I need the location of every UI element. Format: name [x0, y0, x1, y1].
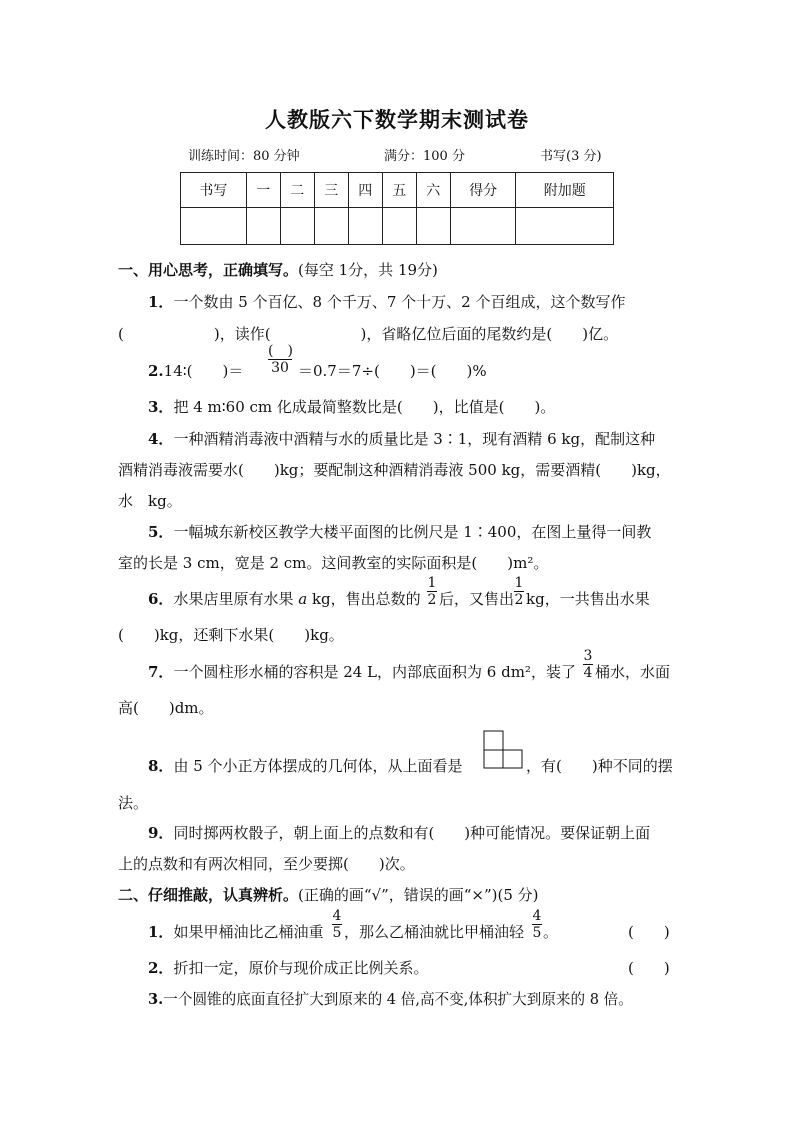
page-title: 人教版六下数学期末测试卷 — [265, 107, 529, 132]
fraction-numerator: ( ) — [268, 343, 293, 359]
question-9-line2: 上的点数和有两次相同，至少要掷( )次。 — [118, 855, 415, 873]
section1-heading: 一、用心思考，正确填写。 — [118, 261, 299, 279]
section2-heading-line — [118, 884, 539, 905]
fraction-four-fifths — [532, 909, 542, 940]
s2-question-1-part-a — [148, 921, 323, 942]
question-3 — [148, 396, 555, 417]
question-number: 5． — [148, 523, 174, 541]
fraction-numerator: 4 — [332, 908, 342, 924]
question-6-line2: ( )kg，还剩下水果( )kg。 — [118, 626, 344, 644]
question-text: 14∶( )＝ — [163, 362, 244, 380]
question-8-part-a — [148, 755, 463, 776]
section2-heading: 二、仔细推敲，认真辨析。 — [118, 886, 299, 904]
question-text: 折扣一定，原价与现价成正比例关系。 — [173, 959, 429, 977]
fraction-blank-over-30 — [268, 344, 292, 375]
time-limit: 训练时间：80 分钟 — [188, 149, 300, 164]
fraction-one-half — [427, 576, 437, 607]
score-header-cell: 书写 — [181, 173, 247, 208]
question-number: 1． — [148, 923, 174, 941]
fraction-four-fifths — [332, 909, 342, 940]
score-entry-cell[interactable] — [348, 208, 382, 245]
section2-note: (正确的画“√”，错误的画“×”)(5 分) — [298, 886, 539, 904]
score-table-entry-row — [181, 208, 614, 245]
score-entry-cell[interactable] — [416, 208, 450, 245]
question-number: 2. — [148, 362, 164, 380]
question-number: 2． — [148, 959, 174, 977]
s2-question-1-part-b: ，那么乙桶油就比甲桶油轻 — [344, 923, 525, 941]
fraction-numerator: 4 — [532, 908, 542, 924]
question-number: 9． — [148, 824, 174, 842]
s2-question-2 — [148, 957, 428, 978]
question-text: kg，售出总数的 — [307, 590, 421, 608]
score-entry-cell[interactable] — [382, 208, 416, 245]
question-2-before — [148, 360, 243, 381]
fraction-denominator: 5 — [332, 925, 342, 941]
question-text: 一个数由 5 个百亿、8 个千万、7 个十万、2 个百组成，这个数写作 — [173, 293, 626, 311]
score-header-cell: 得分 — [450, 173, 516, 208]
answer-parentheses[interactable]: ( ) — [628, 959, 670, 977]
score-header-cell: 附加题 — [516, 173, 614, 208]
score-header-cell: 五 — [382, 173, 416, 208]
score-header-cell: 三 — [314, 173, 348, 208]
question-5-line2: 室的长是 3 cm，宽是 2 cm。这间教室的实际面积是( )m²。 — [118, 554, 549, 572]
fraction-denominator: 2 — [427, 592, 437, 608]
question-6-part-a — [148, 588, 421, 609]
question-number: 4． — [148, 430, 174, 448]
question-2-after: ＝0.7＝7÷( )＝( )% — [298, 362, 487, 380]
question-number: 3． — [148, 398, 174, 416]
question-number: 7． — [148, 663, 174, 681]
question-text: 如果甲桶油比乙桶油重 — [173, 923, 324, 941]
fraction-denominator: 30 — [271, 360, 289, 376]
question-text: 一个圆锥的底面直径扩大到原来的 4 倍,高不变,体积扩大到原来的 8 倍。 — [163, 991, 633, 1008]
question-text: 一种酒精消毒液中酒精与水的质量比是 3∶1，现有酒精 6 kg，配制这种 — [173, 430, 656, 448]
variable-a: a — [298, 590, 308, 608]
score-header-cell: 一 — [246, 173, 280, 208]
question-8-part-b: ，有( )种不同的摆 — [526, 757, 673, 775]
question-1-line2: ( )，读作( )，省略亿位后面的尾数约是( )亿。 — [118, 325, 619, 343]
question-number: 6． — [148, 590, 174, 608]
question-7-part-b: 桶水，水面 — [595, 663, 671, 681]
top-view-squares-icon — [482, 730, 524, 770]
question-text: 一幅城东新校区教学大楼平面图的比例尺是 1∶400，在图上量得一间教 — [173, 523, 652, 541]
score-entry-cell[interactable] — [516, 208, 614, 245]
score-entry-cell[interactable] — [246, 208, 280, 245]
question-6-part-c: 后，又售出 — [439, 590, 515, 608]
question-5-line1 — [148, 521, 651, 542]
question-8-line2: 法。 — [118, 794, 149, 812]
section1-heading-line — [118, 259, 438, 280]
fraction-denominator: 2 — [514, 592, 524, 608]
s2-question-3 — [148, 988, 633, 1009]
question-text: 一个圆柱形水桶的容积是 24 L，内部底面积为 6 dm²，装了 — [173, 663, 576, 681]
fraction-denominator: 5 — [532, 925, 542, 941]
fraction-one-half — [514, 576, 524, 607]
score-header-cell: 二 — [280, 173, 314, 208]
question-text: 把 4 m∶60 cm 化成最简整数比是( )，比值是( )。 — [173, 398, 556, 416]
fraction-numerator: 1 — [514, 575, 524, 591]
fraction-three-quarters — [583, 649, 593, 680]
score-header-cell: 六 — [416, 173, 450, 208]
score-entry-cell[interactable] — [181, 208, 247, 245]
fraction-denominator: 4 — [583, 665, 593, 681]
score-entry-cell[interactable] — [280, 208, 314, 245]
fraction-numerator: 1 — [427, 575, 437, 591]
score-entry-cell[interactable] — [314, 208, 348, 245]
fraction-numerator: 3 — [583, 648, 593, 664]
score-entry-cell[interactable] — [450, 208, 516, 245]
question-1-line1 — [148, 291, 625, 312]
section1-note: (每空 1分，共 19分) — [298, 261, 438, 279]
question-4-line1 — [148, 428, 655, 449]
question-text: 同时掷两枚骰子，朝上面上的点数和有( )种可能情况。要保证朝上面 — [173, 824, 651, 842]
score-table-header-row — [181, 173, 614, 208]
question-number: 1． — [148, 293, 174, 311]
question-4-line2: 酒精消毒液需要水( )kg；要配制这种酒精消毒液 500 kg，需要酒精( )kg， — [118, 461, 671, 479]
question-text: 水果店里原有水果 — [173, 590, 299, 608]
question-number: 3. — [148, 991, 164, 1008]
question-9-line1 — [148, 822, 650, 843]
question-7-line2: 高( )dm。 — [118, 699, 214, 717]
question-4-line3: 水 kg。 — [118, 492, 182, 510]
score-table — [180, 172, 614, 245]
question-7-part-a — [148, 661, 576, 682]
handwriting-score: 书写(3 分) — [540, 149, 602, 164]
full-score: 满分：100 分 — [384, 149, 465, 164]
question-number: 8． — [148, 757, 174, 775]
s2-question-1-part-c: 。 — [543, 923, 559, 941]
question-6-part-d: kg，一共售出水果 — [526, 590, 650, 608]
score-header-cell: 四 — [348, 173, 382, 208]
answer-parentheses[interactable]: ( ) — [628, 923, 670, 941]
question-text: 由 5 个小正方体摆成的几何体，从上面看是 — [173, 757, 463, 775]
